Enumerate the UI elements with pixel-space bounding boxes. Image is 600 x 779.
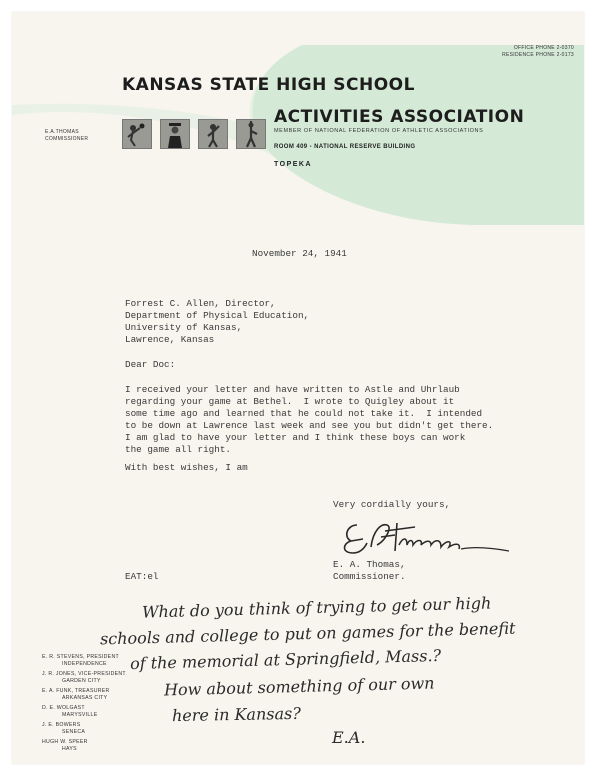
association-title-line2: ACTIVITIES ASSOCIATION [274,107,525,127]
speaker-icon [198,119,228,149]
officer-name: J. E. BOWERS [42,722,81,728]
officer-town: INDEPENDENCE [62,660,107,667]
best-wishes: With best wishes, I am [125,462,248,473]
officer-entry [42,654,126,667]
address-line: University of Kansas, [125,322,243,333]
phone-numbers [502,45,574,59]
athlete-icon [236,119,266,149]
office-phone: OFFICE PHONE 2-0370 [513,45,574,51]
basketball-player-icon [122,119,152,149]
officer-entry [42,722,126,735]
officer-entry [42,688,126,701]
graduate-icon [160,119,190,149]
handwritten-note-line: What do you think of trying to get our high [141,593,492,622]
city-name: TOPEKA [274,161,313,168]
salutation: Dear Doc: [125,359,176,370]
letter-body [125,384,493,456]
officers-list [42,654,126,756]
officer-town: GARDEN CITY [62,677,101,684]
address-line: Department of Physical Education, [125,310,310,321]
officer-entry [42,671,126,684]
recipient-address [125,298,309,346]
association-title-line1: KANSAS STATE HIGH SCHOOL [122,75,415,95]
handwritten-note-initials: E.A. [332,728,366,747]
office-address: ROOM 409 - NATIONAL RESERVE BUILDING [274,144,416,150]
signer-title: Commissioner. [333,571,406,582]
officer-name: E. A. FUNK, TREASURER [42,688,110,694]
officer-entry [42,739,126,752]
handwritten-note-line: schools and college to put on games for the benefit [99,618,516,649]
handwritten-note-line: How about something of our own [163,673,435,700]
body-line: to be down at Lawrence last week and see you but didn't get there. [125,420,494,431]
address-line: Lawrence, Kansas [125,334,215,345]
signer-name: E. A. Thomas, [333,559,406,570]
officer-entry [42,705,126,718]
commissioner-block [45,129,88,143]
complimentary-close: Very cordially yours, [333,499,451,510]
officer-name: E. R. STEVENS, PRESIDENT [42,654,119,660]
body-line: I am glad to have your letter and I think these boys can work [125,432,466,443]
commissioner-title: COMMISSIONER [45,136,89,142]
handwritten-signature [337,517,517,559]
officer-town: ARKANSAS CITY [62,694,108,701]
address-line: Forrest C. Allen, Director, [125,298,276,309]
officer-town: MARYSVILLE [62,711,98,718]
handwritten-note-line: here in Kansas? [171,703,301,726]
letterhead-green-band [12,45,584,225]
residence-phone: RESIDENCE PHONE 2-0173 [502,52,574,58]
officer-name: HUGH W. SPEER [42,739,88,745]
membership-line: MEMBER OF NATIONAL FEDERATION OF ATHLETIC ASSOCIATIONS [274,128,484,134]
body-line: regarding your game at Bethel. I wrote to Quigley about it [125,396,455,407]
activity-photos [122,119,266,149]
officer-town: SENECA [62,728,86,735]
body-line: some time ago and learned that he could not take it. I intended [125,408,483,419]
reference-initials: EAT:el [125,571,159,582]
body-line: the game all right. [125,444,232,455]
officer-name: D. E. WOLGAST [42,705,85,711]
officer-town: HAYS [62,745,77,752]
letter-date: November 24, 1941 [252,248,347,259]
body-line: I received your letter and have written to Astle and Uhrlaub [125,384,460,395]
officer-name: J. R. JONES, VICE-PRESIDENT [42,671,126,677]
handwritten-note-line: of the memorial at Springfield, Mass.? [129,645,442,674]
commissioner-name: E.A.THOMAS [45,129,79,135]
letter-page [12,12,584,764]
